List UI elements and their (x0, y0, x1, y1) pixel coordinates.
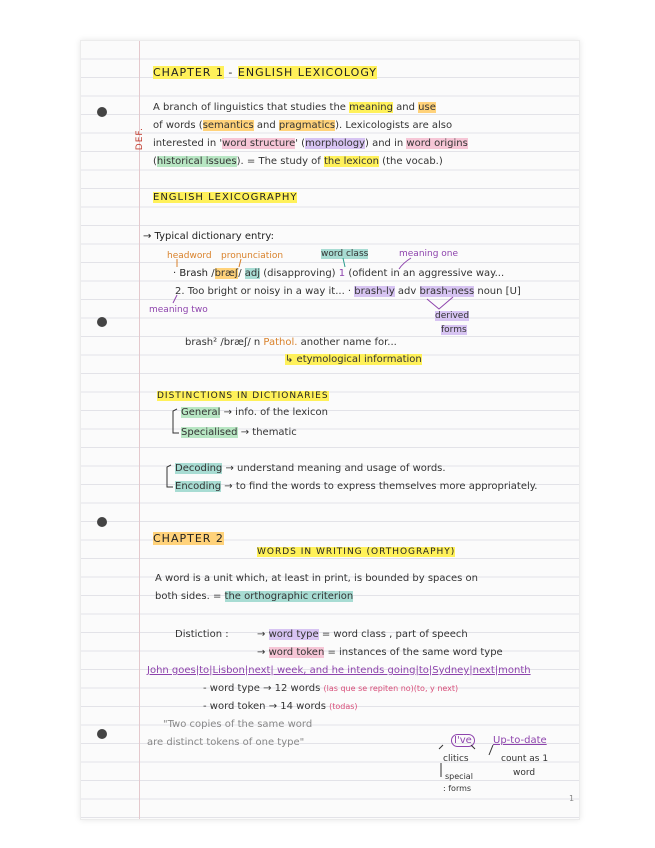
label-pronunciation: pronunciation (221, 251, 284, 261)
label-meaning-two: meaning two (149, 305, 208, 315)
word-type-row: → word type = word class , part of speech (257, 629, 468, 640)
clitics-label: clitics (443, 754, 469, 764)
encoding-row: Encoding → to find the words to express themselves more appropriately. (175, 481, 538, 492)
definition-line-3: interested in 'word structure' (morphology) and in word origins (153, 138, 468, 149)
label-meaning-one: meaning one (399, 249, 459, 259)
label-derived: derived (435, 311, 470, 321)
label-headword: headword (167, 251, 212, 261)
special-label: special (445, 772, 473, 781)
etymological-information: ↳ etymological information (285, 354, 422, 365)
chapter-2-title: CHAPTER 2 (153, 532, 224, 545)
definition-line-1: A branch of linguistics that studies the meaning and use (153, 102, 436, 113)
distinction-label: Distiction : (175, 629, 229, 640)
annotation-arrows (81, 41, 579, 819)
up-to-date-example: Up-to-date (493, 735, 547, 746)
word-label: word (513, 768, 536, 778)
word-definition-line-1: A word is a unit which, at least in print, is bounded by spaces on (155, 573, 478, 584)
page-mark: 1 (569, 794, 575, 803)
dictionary-entry-intro: → Typical dictionary entry: (143, 231, 274, 242)
count-as-one: count as 1 (501, 754, 549, 764)
chapter-1-title: CHAPTER 1 - ENGLISH LEXICOLOGY (153, 66, 378, 79)
definition-line-4: (historical issues). = The study of the lexicon (the vocab.) (153, 156, 443, 167)
label-word-class: word class (321, 249, 369, 259)
entry-line-1: · Brash /bræʃ/ adj (disapproving) 1 (ofident in an aggressive way... (173, 268, 505, 279)
specialised-row: Specialised → thematic (181, 427, 297, 438)
notebook-page (80, 40, 580, 820)
definition-line-2: of words (semantics and pragmatics). Lexicologists are also (153, 120, 453, 131)
clitic-example: I've (451, 735, 475, 747)
example-sentence: John goes|to|Lisbon|next| week, and he intends going|to|Sydney|next|month (147, 665, 531, 676)
general-row: General → info. of the lexicon (181, 407, 328, 418)
quote-line-2: are distinct tokens of one type" (147, 737, 305, 748)
entry-line-2: 2. Too bright or noisy in a way it... · brash-ly adv brash-ness noun [U] (175, 286, 521, 297)
entry-line-3: brash² /bræʃ/ n Pathol. another name for... (185, 337, 397, 348)
distinctions-heading: DISTINCTIONS IN DICTIONARIES (157, 391, 329, 401)
decoding-row: Decoding → understand meaning and usage of words. (175, 463, 446, 474)
word-definition-line-2: both sides. = the orthographic criterion (155, 591, 354, 602)
word-token-row: → word token = instances of the same word type (257, 647, 503, 658)
forms-label: : forms (443, 784, 472, 793)
chapter-2-subtitle: WORDS IN WRITING (ORTHOGRAPHY) (257, 547, 456, 557)
lexicography-heading: ENGLISH LEXICOGRAPHY (153, 192, 298, 203)
word-token-count: - word token → 14 words (todas) (203, 701, 358, 712)
word-type-count: - word type → 12 words (las que se repiten no)(to, y next) (203, 683, 459, 694)
def-label: DEF. (135, 127, 145, 151)
label-forms: forms (441, 325, 467, 335)
quote-line-1: "Two copies of the same word (163, 719, 313, 730)
